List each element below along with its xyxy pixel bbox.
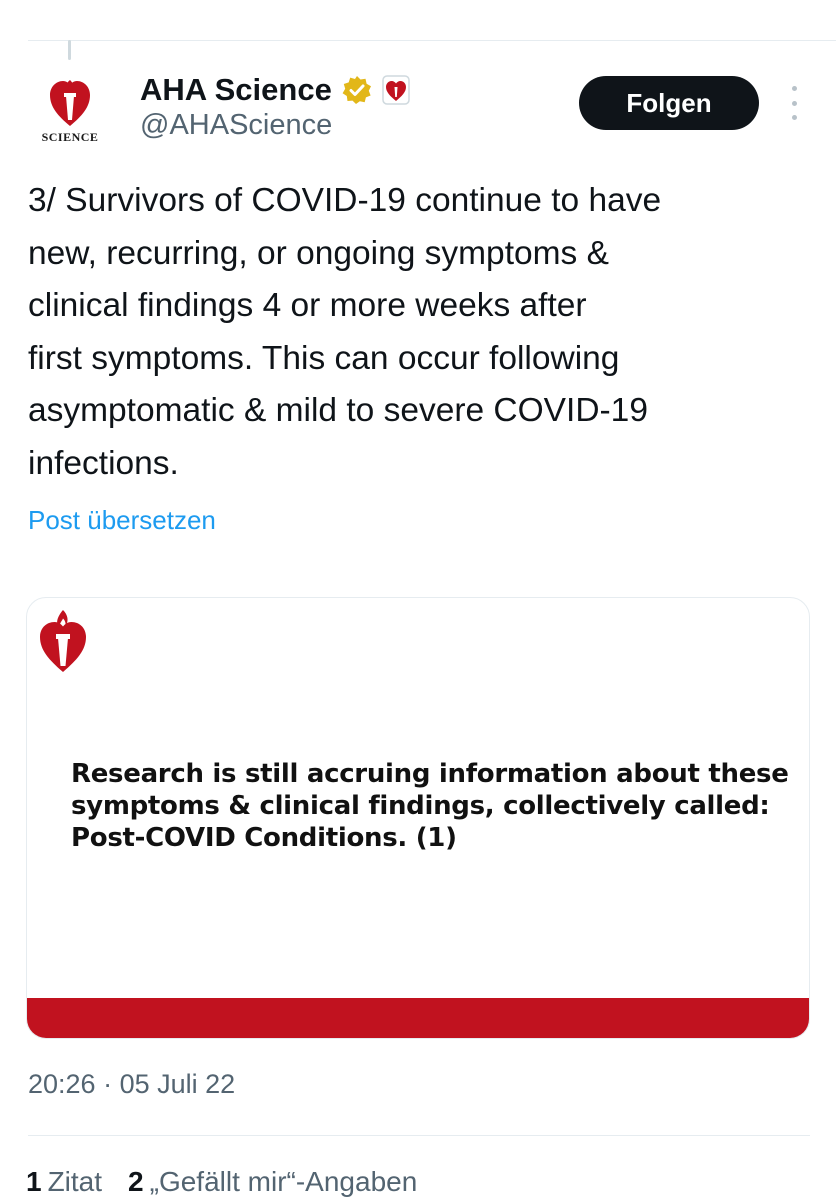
media-card-red-bar	[27, 998, 809, 1038]
more-dot	[792, 86, 797, 91]
quotes-stat[interactable]	[26, 1166, 102, 1198]
media-card-text: Research is still accruing information about these symptoms & clinical findings, collectively called: Post-COVID Conditions. (1)	[71, 759, 789, 853]
top-divider	[28, 40, 836, 41]
likes-count: 2	[128, 1166, 144, 1197]
aha-affiliate-icon[interactable]	[382, 75, 410, 105]
quotes-count: 1	[26, 1166, 42, 1197]
stats-divider	[28, 1135, 810, 1136]
aha-heart-torch-logo-icon	[37, 608, 89, 676]
author-name-row	[140, 70, 410, 110]
timestamp-separator: ·	[103, 1069, 113, 1099]
likes-label: „Gefällt mir“-Angaben	[149, 1166, 418, 1197]
author-avatar[interactable]	[28, 70, 112, 154]
tweet-timestamp[interactable]	[28, 1069, 235, 1100]
author-handle[interactable]: @AHAScience	[140, 109, 333, 141]
tweet-media-image[interactable]	[26, 597, 810, 1039]
avatar-label: SCIENCE	[41, 130, 99, 144]
follow-button[interactable]: Folgen	[579, 76, 759, 130]
likes-stat[interactable]	[128, 1166, 417, 1198]
more-options-icon[interactable]	[782, 86, 806, 120]
thread-connector-line	[68, 40, 71, 60]
engagement-stats	[26, 1166, 417, 1198]
tweet-time: 20:26	[28, 1069, 96, 1099]
translate-post-link[interactable]: Post übersetzen	[28, 505, 216, 535]
author-display-name[interactable]: AHA Science	[140, 72, 332, 107]
more-dot	[792, 101, 797, 106]
aha-heart-torch-logo-icon	[48, 76, 92, 128]
quotes-label: Zitat	[47, 1166, 103, 1197]
verified-badge-icon[interactable]	[342, 75, 372, 105]
more-dot	[792, 115, 797, 120]
tweet-text: 3/ Survivors of COVID-19 continue to have new, recurring, or ongoing symptoms & clinical findings 4 or more weeks after first symptoms. This can occur following asymptomatic & mild to severe COVID-19 infections.	[28, 182, 662, 482]
tweet-date: 05 Juli 22	[119, 1069, 236, 1099]
